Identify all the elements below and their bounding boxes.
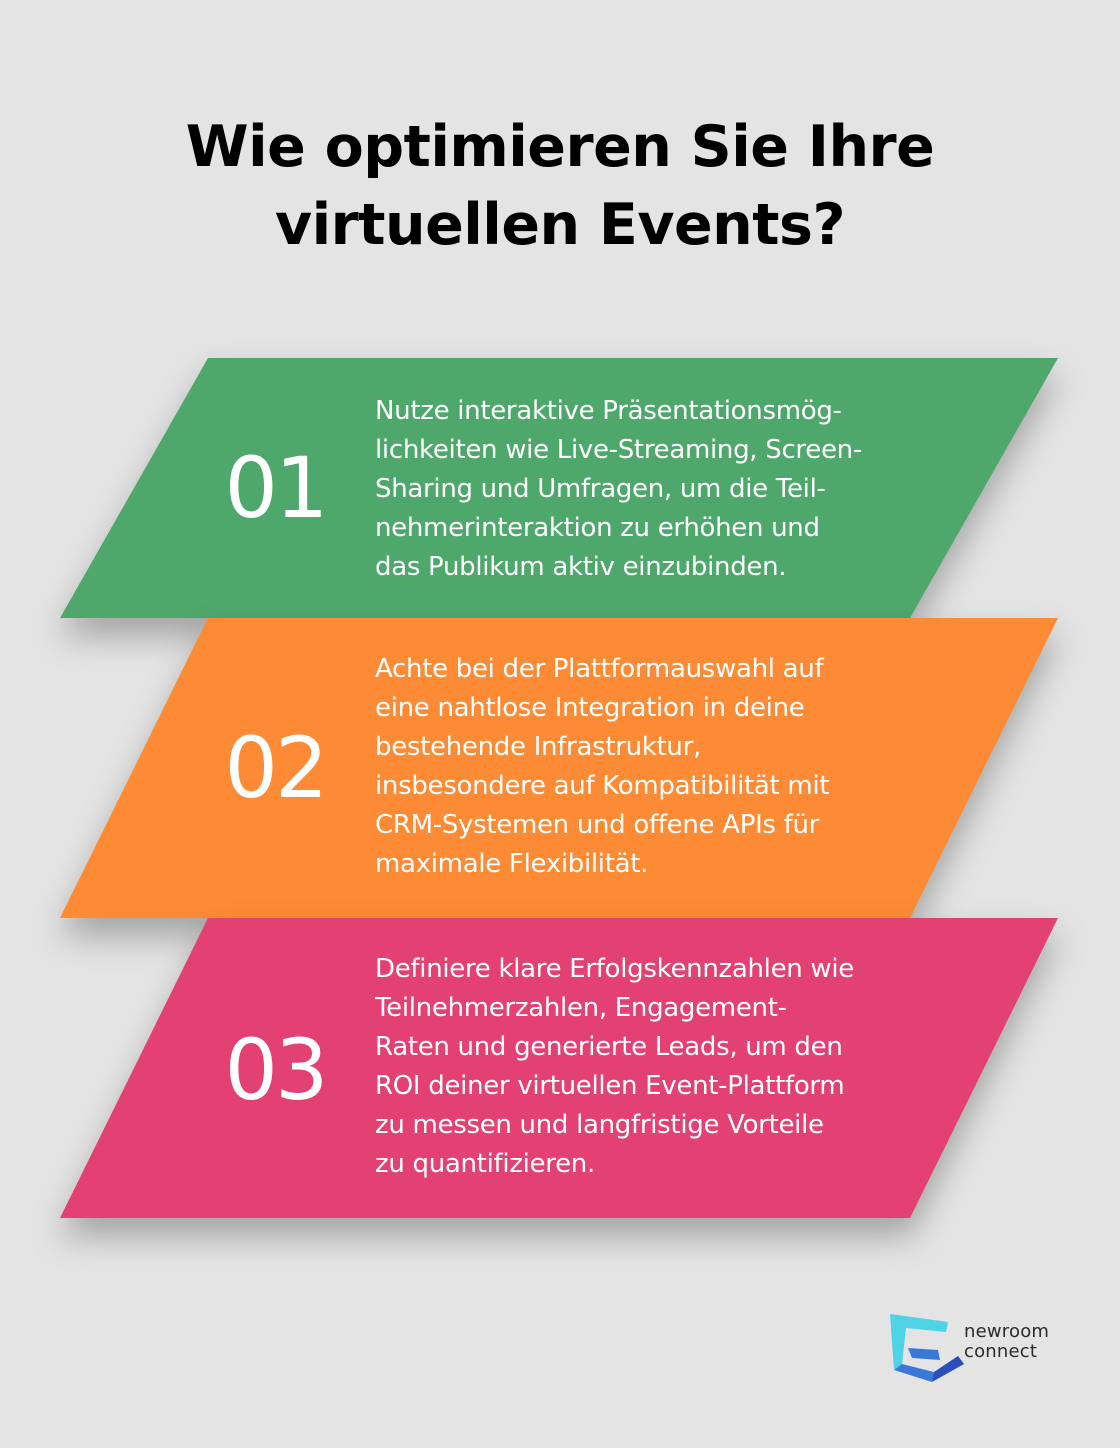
step-card-02	[0, 618, 1120, 878]
step-01-text-line: Nutze interaktive Präsentationsmög-	[375, 396, 842, 426]
step-03-number: 03	[224, 1021, 326, 1119]
step-03-text-line: zu quantifizieren.	[375, 1149, 595, 1179]
step-01-text-line: Sharing und Umfragen, um die Teil-	[375, 474, 826, 504]
step-01-text-line: lichkeiten wie Live-Streaming, Screen-	[375, 435, 862, 465]
title-line-2: virtuellen Events?	[274, 192, 846, 258]
step-01-text-line: nehmerinteraktion zu erhöhen und	[375, 513, 820, 543]
step-03-text-line: zu messen und langfristige Vorteile	[375, 1110, 824, 1140]
step-01-text-line: das Publikum aktiv einzubinden.	[375, 552, 787, 582]
step-03-text-line: Definiere klare Erfolgskennzahlen wie	[375, 954, 855, 984]
step-02-text-line: CRM-Systemen und offene APIs für	[375, 810, 820, 840]
step-02-text-line: bestehende Infrastruktur,	[375, 732, 701, 762]
step-03-text-line: Raten und generierte Leads, um den	[375, 1032, 843, 1062]
title-line-1: Wie optimieren Sie Ihre	[185, 114, 935, 180]
step-02-text-line: insbesondere auf Kompatibilität mit	[375, 771, 830, 801]
brand-logo	[888, 1312, 1068, 1384]
step-card-03	[0, 918, 1120, 1178]
step-02-number: 02	[224, 719, 326, 817]
step-03-text	[375, 950, 915, 1184]
step-02-text	[375, 650, 915, 884]
logo-wordmark-line-2: connect	[964, 1341, 1038, 1362]
logo-wordmark-line-1: newroom	[964, 1321, 1050, 1342]
step-02-text-line: Achte bei der Plattformauswahl auf	[375, 654, 824, 684]
page-title	[0, 108, 1120, 264]
step-01-number: 01	[224, 439, 326, 537]
newroom-connect-logo-icon	[888, 1312, 964, 1384]
step-03-text-line: Teilnehmerzahlen, Engagement-	[375, 993, 787, 1023]
step-01-text	[375, 392, 915, 587]
step-02-text-line: maximale Flexibilität.	[375, 849, 649, 879]
step-02-text-line: eine nahtlose Integration in deine	[375, 693, 805, 723]
step-03-text-line: ROI deiner virtuellen Event-Plattform	[375, 1071, 845, 1101]
step-card-01	[0, 358, 1120, 618]
